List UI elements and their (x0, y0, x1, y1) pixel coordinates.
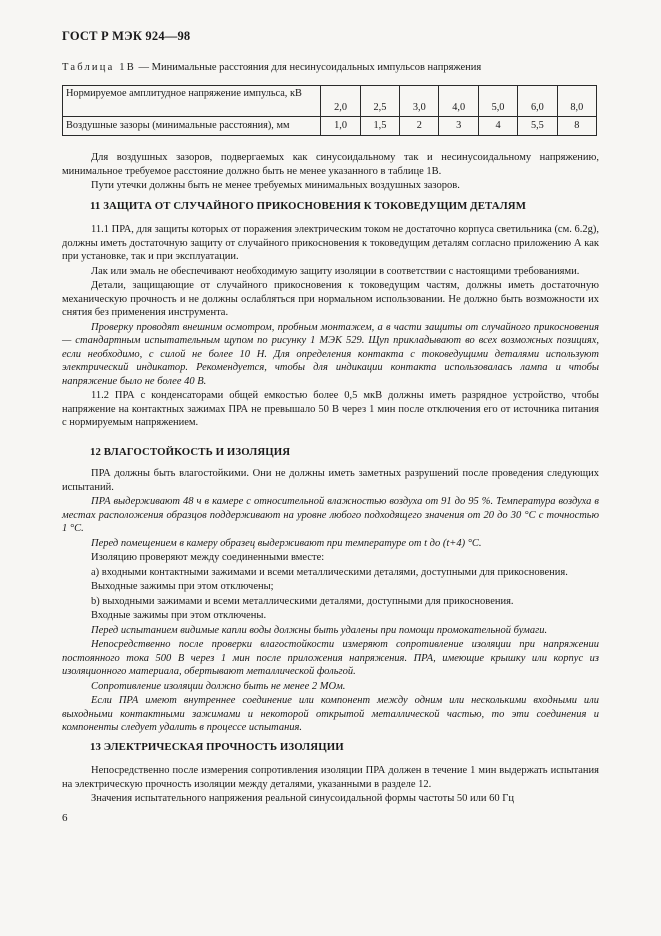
table-cell: 2,0 (321, 86, 360, 117)
section-13-body (62, 764, 599, 807)
table-cell: 4 (478, 117, 517, 136)
paragraph: b) выходными зажимами и всеми металлическими деталями, доступными для прикосновения. (91, 595, 514, 607)
paragraph: Для воздушных зазоров, подвергаемых как синусоидальному так и несинусоидальному напряжению, минимальное требуемое расстояние должно быть не менее указанного в таблице 1В. (62, 152, 599, 177)
section-heading-12: 12 ВЛАГОСТОЙКОСТЬ И ИЗОЛЯЦИЯ (90, 446, 291, 458)
table-caption-text: — Минимальные расстояния для несинусоидальных импульсов напряжения (135, 62, 482, 73)
paragraph: 11.2 ПРА с конденсаторами общей емкостью более 0,5 мкВ должны иметь разрядное устройство, чтобы напряжение на контактных зажимах ПРА не превышало 50 В через 1 мин после отключения его от источника питания с нормируемым напряжением. (62, 390, 599, 428)
paragraph-italic: Непосредственно после проверки влагостойкости измеряют сопротивление изоляции при напряжении постоянного тока 500 В через 1 мин после приложения напряжения. ПРА, имеющие крышку или корпус из изоляционного материала, обертывают металлической фольгой. (62, 639, 599, 677)
paragraph: ПРА должны быть влагостойкими. Они не должны иметь заметных разрушений после проведения следующих испытаний. (62, 468, 599, 493)
paragraph-italic: Перед помещением в камеру образец выдерживают при температуре от t до (t+4) °С. (91, 537, 482, 549)
table-cell: 5,5 (518, 117, 557, 136)
table-cell: 2 (400, 117, 439, 136)
table-cell: 3,0 (400, 86, 439, 117)
paragraph: Пути утечки должны быть не менее требуемых минимальных воздушных зазоров. (91, 180, 460, 191)
paragraph: Выходные зажимы при этом отключены; (91, 581, 274, 592)
paragraph: Лак или эмаль не обеспечивают необходимую защиту изоляции в соответствии с настоящими требованиями. (91, 265, 580, 277)
paragraph-italic: Сопротивление изоляции должно быть не менее 2 МОм. (91, 680, 346, 692)
table-caption-label: Таблица 1В (62, 62, 136, 73)
table-caption (62, 62, 602, 73)
paragraph-italic: Проверку проводят внешним осмотром, пробным монтажем, а в части защиты от случайного прикосновения — стандартным испытательным щупом по рисунку 1 МЭК 529. Щуп прикладывают во всех возможных позициях, если необходимо, с силой не более 10 Н. Для определения контакта с токоведущими деталями используют электрический индикатор. Рекомендуется, чтобы для индикации контакта использовалась лампа и чтобы напряжение было не более 40 В. (62, 321, 599, 387)
section-heading-11: 11 ЗАЩИТА ОТ СЛУЧАЙНОГО ПРИКОСНОВЕНИЯ К ТОКОВЕДУЩИМ ДЕТАЛЯМ (90, 200, 526, 212)
table-cell: 8,0 (557, 86, 596, 117)
paragraph: Детали, защищающие от случайного прикосновения к токоведущим частям, должны иметь достаточную механическую прочность и не должны ослабляться при нормальном использовании. Не должно быть возможности их снятия без применения инструмента. (62, 280, 599, 318)
table-cell: 4,0 (439, 86, 478, 117)
intro-text (62, 151, 599, 194)
document-header: ГОСТ Р МЭК 924—98 (62, 29, 191, 43)
paragraph-italic: Если ПРА имеют внутреннее соединение или компонент между одним или несколькими входными или выходными контактными зажимами и некоторой открытой металлической частью, то эти соединения и компоненты следует удалить в процессе испытания. (62, 695, 599, 733)
paragraph: Непосредственно после измерения сопротивления изоляции ПРА должен в течение 1 мин выдержать испытания на электрическую прочность изоляции между деталями, указанными в разделе 12. (62, 765, 599, 790)
paragraph-italic: Перед испытанием видимые капли воды должны быть удалены при помощи промокательной бумаги. (91, 624, 548, 636)
table-row (63, 117, 597, 136)
paragraph: 11.1 ПРА, для защиты которых от поражения электрическим током не достаточно корпуса светильника (см. 6.2g), должны иметь достаточную защиту от случайного прикосновения к токоведущим деталям согласно приложению А как при установке, так и при эксплуатации. (62, 224, 599, 262)
table-row-label: Воздушные зазоры (минимальные расстояния), мм (63, 117, 321, 136)
paragraph: Значения испытательного напряжения реальной синусоидальной формы частоты 50 или 60 Гц (91, 793, 514, 804)
table-row-label: Нормируемое амплитудное напряжение импульса, кВ (63, 86, 321, 117)
paragraph: а) входными контактными зажимами и всеми металлическими деталями, доступными для прикосновения. (91, 566, 568, 578)
paragraph: Входные зажимы при этом отключены. (91, 610, 267, 621)
table-cell: 1,0 (321, 117, 360, 136)
table-cell: 1,5 (360, 117, 399, 136)
table-cell: 2,5 (360, 86, 399, 117)
table-cell: 5,0 (478, 86, 517, 117)
table-cell: 6,0 (518, 86, 557, 117)
page-number: 6 (62, 812, 68, 824)
table-cell: 3 (439, 117, 478, 136)
distance-table (62, 85, 597, 136)
table-cell: 8 (557, 117, 596, 136)
section-12-body (62, 467, 599, 736)
paragraph-italic: ПРА выдерживают 48 ч в камере с относительной влажностью воздуха от 91 до 95 %. Температура воздуха в местах расположения образцов поддерживают на уровне любого подходящего значения от 20 до 30 °С с точностью 1 °С. (62, 496, 599, 534)
table-row (63, 86, 597, 117)
section-11-body (62, 223, 599, 431)
section-heading-13: 13 ЭЛЕКТРИЧЕСКАЯ ПРОЧНОСТЬ ИЗОЛЯЦИИ (90, 741, 344, 753)
paragraph: Изоляцию проверяют между соединенными вместе: (91, 552, 325, 563)
